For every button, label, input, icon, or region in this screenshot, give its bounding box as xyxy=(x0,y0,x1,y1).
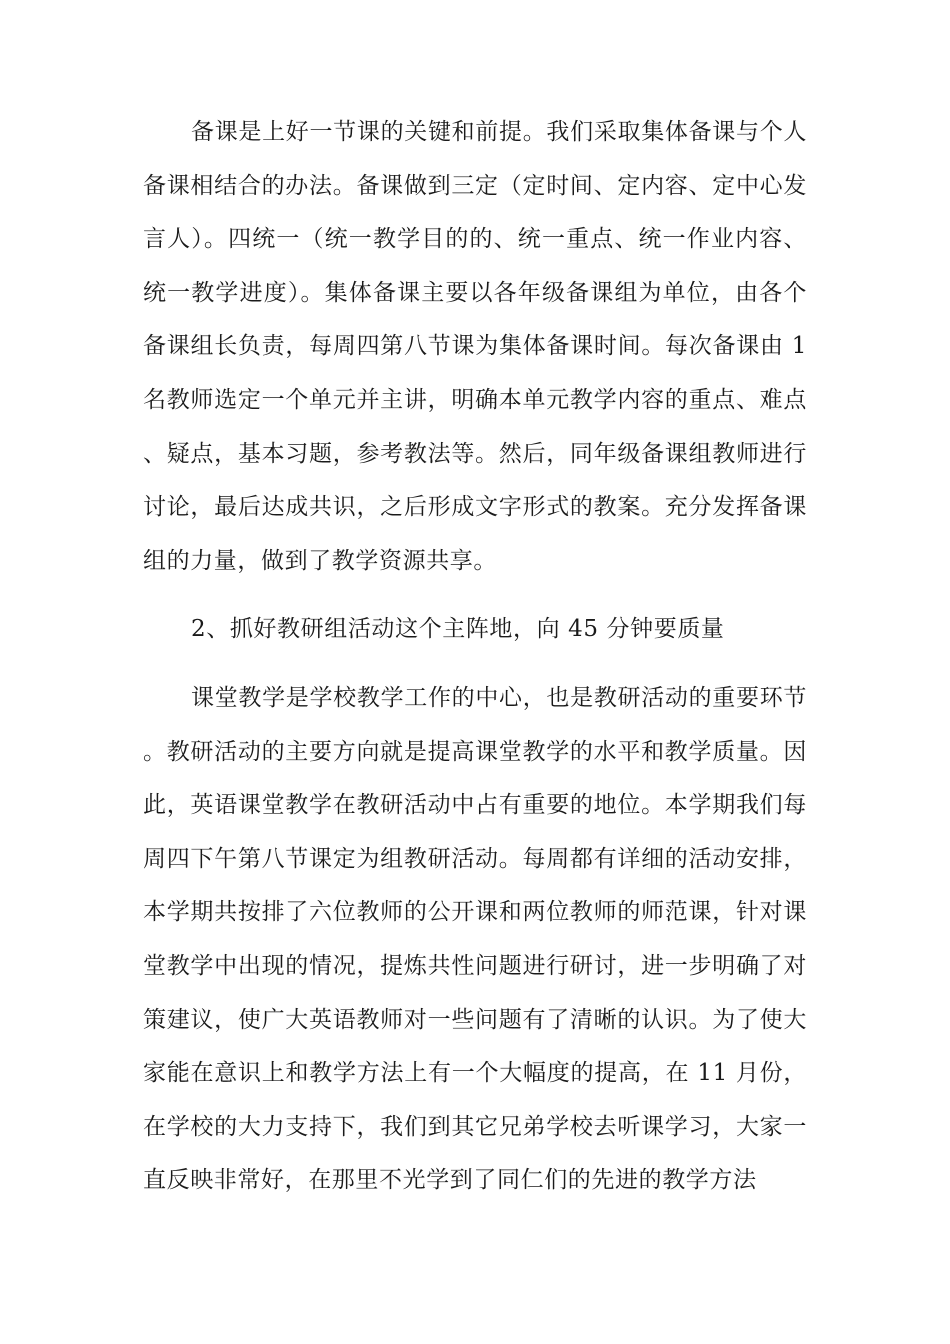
paragraph-classroom-teaching: 课堂教学是学校教学工作的中心，也是教研活动的重要环节。教研活动的主要方向就是提高课堂教学的水平和教学质量。因此，英语课堂教学在教研活动中占有重要的地位。本学期我们每周四下午第八节课定为组教研活动。每周都有详细的活动安排，本学期共按排了六位教师的公开课和两位教师的师范课，针对课堂教学中出现的情况，提炼共性问题进行研讨，进一步明确了对策建议，使广大英语教师对一些问题有了清晰的认识。为了使大家能在意识上和教学方法上有一个大幅度的提高，在 11 月份，在学校的大力支持下，我们到其它兄弟学校去听课学习，大家一直反映非常好，在那里不光学到了同仁们的先进的教学方法 xyxy=(143,684,807,1194)
paragraph-lesson-preparation: 备课是上好一节课的关键和前提。我们采取集体备课与个人备课相结合的办法。备课做到三定（定时间、定内容、定中心发言人）。四统一（统一教学目的的、统一重点、统一作业内容、统一教学进度）。集体备课主要以各年级备课组为单位，由各个备课组长负责，每周四第八节课为集体备课时间。每次备课由 1 名教师选定一个单元并主讲，明确本单元教学内容的重点、难点、疑点，基本习题，参考教法等。然后，同年级备课组教师进行讨论，最后达成共识，之后形成文字形式的教案。充分发挥备课组的力量，做到了教学资源共享。 xyxy=(143,119,807,574)
document-body xyxy=(143,106,807,1223)
section-heading: 2、抓好教研组活动这个主阵地，向 45 分钟要质量 xyxy=(191,616,725,643)
